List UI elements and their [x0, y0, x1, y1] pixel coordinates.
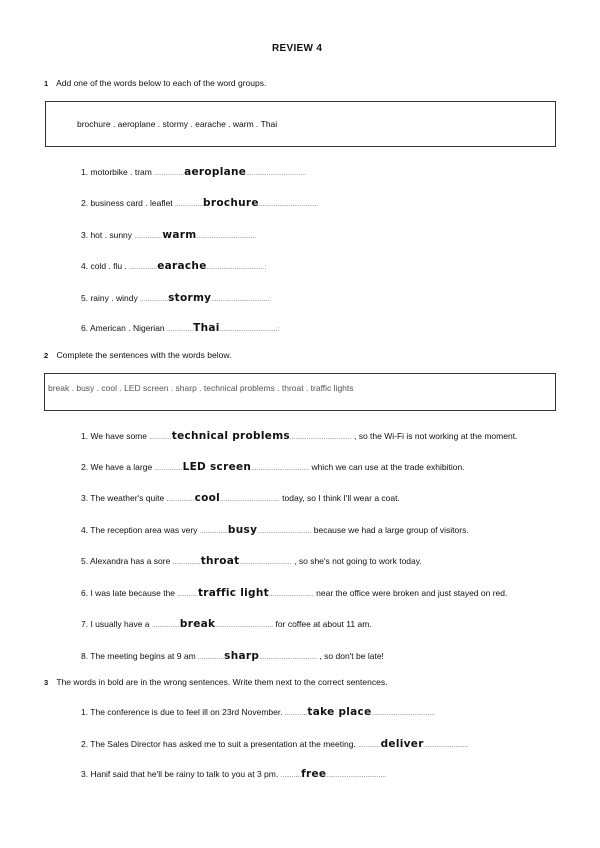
answer-line-pre: ........... [280, 773, 302, 779]
answer-line-pre: ............... [175, 202, 204, 208]
section1-instruction-text: Add one of the words below to each of the word groups. [56, 78, 267, 88]
s1-item-1 [81, 166, 306, 178]
s1-item-answer: earache [157, 260, 207, 272]
s1-item-answer: brochure [203, 197, 259, 209]
s2-item-tail: for coffee at about 11 am. [273, 619, 372, 629]
s1-item-answer: aeroplane [184, 166, 247, 178]
answer-line-pre: ............... [154, 466, 183, 472]
section2-word-box [44, 373, 556, 411]
s2-item-tail: , so she's not going to work today. [291, 556, 422, 566]
s2-item-prompt: 2. We have a large [81, 462, 155, 472]
s2-item-7 [81, 618, 372, 630]
answer-line-post: ...............................: [206, 265, 267, 271]
answer-line-post: ................................ [196, 234, 257, 240]
answer-line-post: .................................. [371, 711, 435, 717]
answer-line-pre: ............... [166, 497, 195, 503]
answer-line-post: ............................... [215, 623, 274, 629]
section2-instruction-text: Complete the sentences with the words below. [56, 350, 232, 360]
s3-item-2 [81, 738, 469, 750]
answer-line-pre: .............. [166, 327, 194, 333]
page-title: REVIEW 4 [272, 43, 323, 54]
s3-item-answer: deliver [380, 738, 424, 750]
s1-item-answer: Thai [193, 322, 220, 334]
section2-instruction [44, 350, 231, 360]
section1-word-box [45, 101, 556, 147]
s2-item-prompt: 7. I usually have a [81, 619, 152, 629]
s3-item-3 [81, 768, 386, 780]
s2-item-tail: , so the Wi-Fi is not working at the moment. [351, 431, 518, 441]
answer-line-post: ...............................: [211, 297, 272, 303]
section1-word-list: brochure . aeroplane . stormy . earache . warm . Thai [77, 119, 278, 129]
s3-item-prompt: 2. The Sales Director has asked me to suit a presentation at the meeting. [81, 739, 359, 749]
answer-line-pre: ............... [172, 560, 201, 566]
answer-line-pre: ............... [140, 297, 169, 303]
section3-instruction [44, 677, 387, 687]
section2-number: 2 [44, 351, 49, 360]
s3-item-prompt: 3. Hanif said that he'll be rainy to talk to you at 3 pm. [81, 769, 281, 779]
s2-item-6 [81, 587, 507, 599]
s1-item-prompt: 1. motorbike . tram [81, 167, 155, 177]
section3-number: 3 [44, 678, 49, 687]
s1-item-answer: warm [162, 229, 197, 241]
s3-item-1 [81, 706, 435, 718]
s2-item-tail: , so don't be late! [317, 651, 384, 661]
s1-item-prompt: 3. hot . sunny [81, 230, 135, 240]
answer-line-post: ............................... [251, 466, 310, 472]
answer-line-pre: ............... [151, 623, 180, 629]
s1-item-prompt: 6. American . Nigerian [81, 323, 167, 333]
s2-item-prompt: 1. We have some [81, 431, 150, 441]
s1-item-answer: stormy [168, 292, 212, 304]
answer-line-pre: ............... [134, 234, 163, 240]
answer-line-post: ................................ [258, 202, 319, 208]
s3-item-answer: free [301, 768, 327, 780]
s2-item-prompt: 3. The weather's quite [81, 493, 167, 503]
answer-line-pre: ............... [199, 529, 228, 535]
answer-line-post: ................................ [326, 773, 387, 779]
section3-instruction-text: The words in bold are in the wrong sentences. Write them next to the correct sentences. [56, 677, 388, 687]
answer-line-post: ................................ [220, 497, 280, 503]
section2-word-list: break . busy . cool . LED screen . sharp . technical problems . throat . traffic lights [48, 383, 354, 393]
s1-item-2 [81, 197, 319, 209]
s2-item-answer: traffic light [197, 587, 269, 599]
s2-item-answer: break [179, 618, 216, 630]
s2-item-tail: which we can use at the trade exhibition. [309, 462, 465, 472]
s2-item-1 [81, 430, 517, 442]
s2-item-tail: near the office were broken and just stayed on red. [313, 588, 508, 598]
s1-item-3 [81, 229, 256, 241]
s2-item-5 [81, 555, 422, 567]
s1-item-prompt: 4. cold . flu . [81, 261, 130, 271]
s2-item-4 [81, 524, 469, 536]
s2-item-tail: today, so I think I'll wear a coat. [279, 493, 400, 503]
section1-instruction [44, 78, 266, 88]
s2-item-8 [81, 650, 384, 662]
answer-line-post: ............................. [257, 529, 312, 535]
answer-line-post: ........................ [268, 592, 314, 598]
s1-item-6 [81, 322, 279, 334]
s2-item-answer: sharp [224, 650, 260, 662]
s2-item-2 [81, 461, 465, 473]
s1-item-prompt: 5. rainy . windy [81, 293, 141, 303]
answer-line-pre: ............ [149, 435, 172, 441]
s2-item-answer: cool [194, 492, 221, 504]
s3-item-answer: take place [307, 706, 372, 718]
answer-line-post: ...............................: [219, 327, 280, 333]
answer-line-pre: ............ [358, 743, 381, 749]
s2-item-prompt: 4. The reception area was very [81, 525, 200, 535]
s2-item-tail: because we had a large group of visitors. [311, 525, 469, 535]
answer-line-post: ................................. [289, 435, 352, 441]
s3-item-prompt: 1. The conference is due to feel ill on 23rd November. [81, 707, 285, 717]
answer-line-pre: .............. [198, 655, 225, 661]
answer-line-pre: ............ [284, 711, 308, 717]
s2-item-prompt: 6. I was late because the [81, 588, 178, 598]
answer-line-pre: ................ [154, 171, 185, 177]
s2-item-answer: throat [200, 555, 240, 567]
s2-item-answer: technical problems [171, 430, 290, 442]
s2-item-answer: busy [227, 524, 258, 536]
answer-line-pre: ........... [177, 592, 198, 598]
s2-item-prompt: 5. Alexandra has a sore [81, 556, 173, 566]
s1-item-5 [81, 292, 271, 304]
s1-item-4 [81, 260, 266, 272]
s2-item-3 [81, 492, 400, 504]
s2-item-prompt: 8. The meeting begins at 9 am [81, 651, 199, 661]
s2-item-answer: LED screen [182, 461, 252, 473]
answer-line-post: ........................ [423, 743, 469, 749]
answer-line-post: ............................ [239, 560, 292, 566]
s1-item-prompt: 2. business card . leaflet [81, 198, 176, 208]
answer-line-post: ............................... [259, 655, 318, 661]
section1-number: 1 [44, 79, 49, 88]
answer-line-post: ................................ [246, 171, 306, 177]
answer-line-pre: ............... [129, 265, 158, 271]
